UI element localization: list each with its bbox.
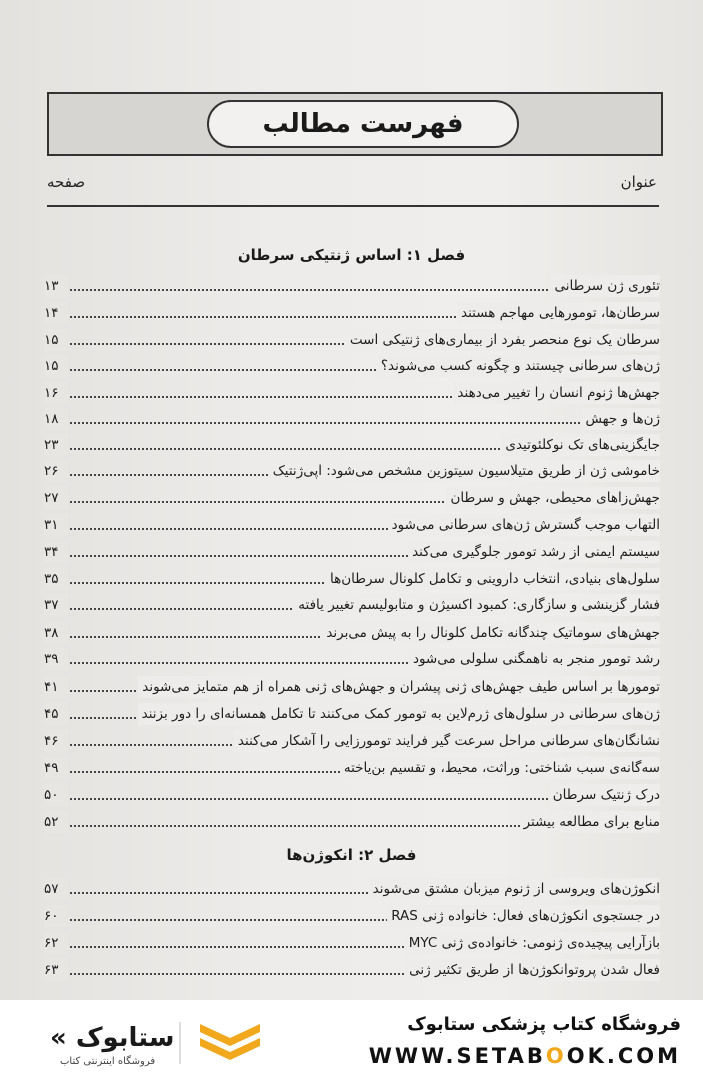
toc-entry-page: ۲۳ xyxy=(44,434,68,456)
toc-entry-page: ۱۴ xyxy=(44,302,68,324)
toc-entry[interactable] xyxy=(44,676,660,698)
toc-entry-page: ۱۳ xyxy=(44,275,68,297)
toc-entry-title: سه‌گانه‌ی سبب شناختی: وراثت، محیط، و تقسیم بن‌یاخته xyxy=(340,757,660,779)
toc-entry[interactable] xyxy=(44,757,660,779)
toc-entry-title: انکوژن‌های ویروسی از ژنوم میزبان مشتق می‌شوند xyxy=(369,878,660,900)
toc-entry-page: ۲۷ xyxy=(44,487,68,509)
toc-entry-title: ژن‌های سرطانی در سلول‌های ژرم‌لاین به تومور کمک می‌کنند تا تکامل همسانه‌ای را دور بزنند xyxy=(138,703,660,725)
toc-entry-page: ۴۵ xyxy=(44,703,68,725)
toc-entry[interactable] xyxy=(44,460,660,482)
toc-entry-title: تئوری ژن سرطانی xyxy=(550,275,660,297)
toc-entry-page: ۲۶ xyxy=(44,460,68,482)
toc-entry[interactable] xyxy=(44,784,660,806)
toc-entry-title: فشار گزینشی و سازگاری: کمبود اکسیژن و متابولیسم تغییر یافته xyxy=(294,594,660,616)
toc-banner xyxy=(47,92,663,156)
toc-entry-page: ۵۷ xyxy=(44,878,68,900)
toc-entry[interactable] xyxy=(44,275,660,297)
toc-entry-page: ۶۰ xyxy=(44,905,68,927)
toc-entry[interactable] xyxy=(44,302,660,324)
toc-entry-page: ۴۹ xyxy=(44,757,68,779)
store-logo-icon xyxy=(30,1016,290,1068)
toc-entry[interactable] xyxy=(44,541,660,563)
toc-entry-title: سرطان یک نوع منحصر بفرد از بیماری‌های ژنتیکی است xyxy=(346,329,660,351)
toc-entry-page: ۶۲ xyxy=(44,932,68,954)
toc-entry-title: تومورها بر اساس طیف جهش‌های ژنی پیشران و جهش‌های ژنی همراه از هم متمایز می‌شوند xyxy=(138,676,660,698)
toc-entry-title: جایگزینی‌های تک نوکلئوتیدی xyxy=(501,434,660,456)
toc-entry[interactable] xyxy=(44,355,660,377)
svg-text:فروشگاه اینترنتی کتاب: فروشگاه اینترنتی کتاب xyxy=(60,1056,156,1067)
chapter-heading: فصل ۲: انکوژن‌ها xyxy=(286,846,417,864)
toc-entry[interactable] xyxy=(44,932,660,954)
toc-entry-page: ۳۱ xyxy=(44,514,68,536)
store-footer xyxy=(0,1000,703,1080)
toc-entry-title: درک ژنتیک سرطان xyxy=(549,784,660,806)
toc-entry[interactable] xyxy=(44,730,660,752)
toc-entry-title: التهاب موجب گسترش ژن‌های سرطانی می‌شود xyxy=(388,514,660,536)
toc-entry-title: سیستم ایمنی از رشد تومور جلوگیری می‌کند xyxy=(408,541,660,563)
toc-entry-title: خاموشی ژن از طریق متیلاسیون سیتوزین مشخص می‌شود: اپی‌ژنتیک xyxy=(269,460,660,482)
toc-entry[interactable] xyxy=(44,878,660,900)
toc-entry-title: منابع برای مطالعه بیشتر xyxy=(520,811,660,833)
toc-entry[interactable] xyxy=(44,487,660,509)
header-divider xyxy=(47,205,659,207)
toc-entry-page: ۱۶ xyxy=(44,382,68,404)
toc-entry[interactable] xyxy=(44,329,660,351)
store-name: فروشگاه کتاب پزشکی ستابوک xyxy=(407,1014,681,1035)
store-url-accent: O xyxy=(545,1044,567,1068)
toc-entry-title: رشد تومور منجر به ناهمگنی سلولی می‌شود xyxy=(409,648,660,670)
leader-dots xyxy=(70,422,660,424)
toc-entry-page: ۱۵ xyxy=(44,355,68,377)
toc-entry[interactable] xyxy=(44,811,660,833)
toc-entry-page: ۳۸ xyxy=(44,622,68,644)
chapter-heading: فصل ۱: اساس ژنتیکی سرطان xyxy=(237,246,466,264)
toc-entry-title: ژن‌ها و جهش xyxy=(581,408,660,430)
toc-entry-page: ۳۴ xyxy=(44,541,68,563)
toc-entry[interactable] xyxy=(44,959,660,981)
column-header-page: صفحه xyxy=(47,173,86,191)
toc-entry[interactable] xyxy=(44,382,660,404)
store-url[interactable] xyxy=(369,1044,681,1068)
toc-entry[interactable] xyxy=(44,408,660,430)
toc-entry-title: جهش‌های سوماتیک چندگانه تکامل کلونال را به پیش می‌برند xyxy=(322,622,660,644)
toc-entry[interactable] xyxy=(44,622,660,644)
toc-entry-title: سرطان‌ها، تومورهایی مهاجم هستند xyxy=(457,302,660,324)
toc-entry-title: سلول‌های بنیادی، انتخاب داروینی و تکامل کلونال سرطان‌ها xyxy=(326,568,660,590)
toc-entry-title: ژن‌های سرطانی چیستند و چگونه کسب می‌شوند؟ xyxy=(377,355,660,377)
toc-entry-page: ۳۹ xyxy=(44,648,68,670)
store-logo[interactable] xyxy=(30,1016,290,1068)
toc-entry[interactable] xyxy=(44,905,660,927)
toc-entry-title: بازآرایی پیچیده‌ی ژنومی: خانواده‌ی ژنی MYC xyxy=(405,932,660,954)
toc-entry[interactable] xyxy=(44,434,660,456)
page-title: فهرست مطالب xyxy=(207,100,519,148)
svg-text:« ستابوک: « ستابوک xyxy=(50,1023,175,1053)
toc-entry-title: نشانگان‌های سرطانی مراحل سرعت گیر فرایند تومورزایی را آشکار می‌کنند xyxy=(234,730,660,752)
toc-entry-title: فعال شدن پروتوانکوژن‌ها از طریق تکثیر ژنی xyxy=(405,959,660,981)
toc-entry-title: جهش‌ها ژنوم انسان را تغییر می‌دهند xyxy=(453,382,660,404)
toc-entry[interactable] xyxy=(44,514,660,536)
toc-entry-page: ۵۰ xyxy=(44,784,68,806)
toc-entry-title: جهش‌زاهای محیطی، جهش و سرطان xyxy=(446,487,660,509)
store-url-part: OK.COM xyxy=(566,1044,681,1068)
toc-entry-page: ۴۶ xyxy=(44,730,68,752)
toc-entry-page: ۶۳ xyxy=(44,959,68,981)
column-header-title: عنوان xyxy=(620,173,657,191)
toc-entry-page: ۵۲ xyxy=(44,811,68,833)
toc-entry[interactable] xyxy=(44,703,660,725)
store-url-part: WWW.SETAB xyxy=(368,1044,546,1068)
toc-entry-page: ۱۸ xyxy=(44,408,68,430)
toc-entry-page: ۳۵ xyxy=(44,568,68,590)
toc-entry-page: ۳۷ xyxy=(44,594,68,616)
toc-entry[interactable] xyxy=(44,568,660,590)
toc-entry-page: ۴۱ xyxy=(44,676,68,698)
toc-entry[interactable] xyxy=(44,594,660,616)
toc-entry[interactable] xyxy=(44,648,660,670)
toc-entry-title: در جستجوی انکوژن‌های فعال: خانواده ژنی RAS xyxy=(387,905,660,927)
toc-entry-page: ۱۵ xyxy=(44,329,68,351)
